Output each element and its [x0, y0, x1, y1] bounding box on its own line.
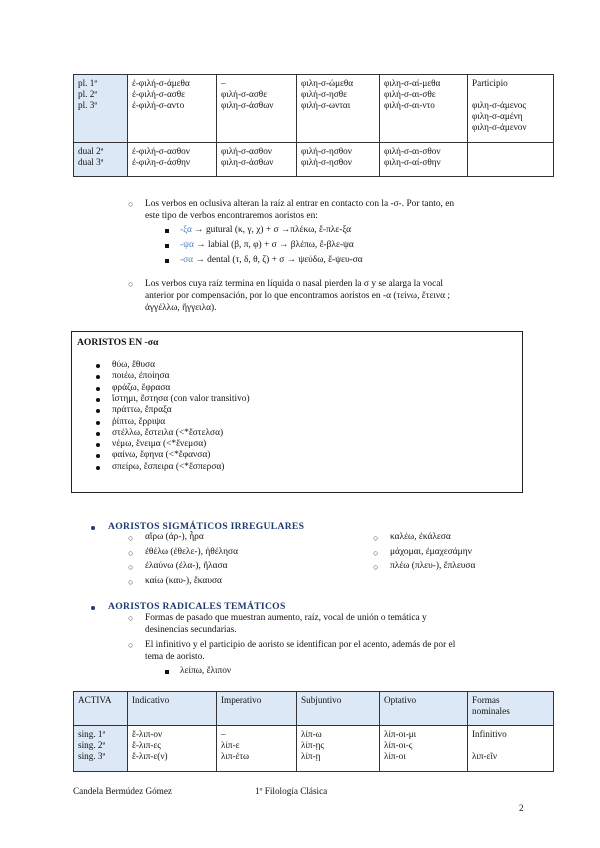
page-number: 2: [519, 803, 524, 813]
cell-indicativo-sing: ἔ-λιπ-ον ἔ-λιπ-ες ἔ-λιπ-ε(ν): [128, 726, 217, 772]
row-label-plural: pl. 1ª pl. 2ª pl. 3ª: [74, 75, 128, 143]
irregular-aorist-item: πλέω (πλευ-), ἔπλευσα: [390, 561, 476, 571]
cell-participle-plural: Participio φιλη-σ-άμενος φιλη-σ-αμένη φιλη-σ-άμενον: [468, 75, 554, 143]
header-activa: ACTIVA: [74, 692, 128, 726]
aorist-example-item: φαίνω, ἔφηνα (<*ἔφανσα): [112, 450, 211, 461]
occlusive-item: -ξα → gutural (κ, γ, χ) + σ →πλέκω, ἔ-πλε-ξα: [180, 225, 352, 235]
bullet: [96, 364, 100, 368]
hollow-bullet: ○: [128, 279, 134, 289]
aorist-example-item: ἵστημι, ἔστησα (con valor transitivo): [112, 393, 250, 404]
bullet: [96, 398, 100, 402]
aorist-example-item: ῥίπτω, ἔρριψα: [112, 416, 166, 427]
row-label-singular: sing. 1ª sing. 2ª sing. 3ª: [74, 726, 128, 772]
irregular-aorist-item: καλέω, ἐκάλεσα: [390, 532, 451, 542]
cell-optative-plural: φιλη-σ-αί-μεθα φιλή-σ-αι-σθε φιλή-σ-αι-ντο: [380, 75, 468, 143]
irregular-aorist-item: καίω (καυ-), ἔκαυσα: [145, 575, 222, 586]
occlusive-item: -ψα → labial (β, π, φ) + σ → βλέπω, ἔ-βλε-ψα: [180, 240, 354, 250]
header-optativo: Optativo: [380, 692, 468, 726]
aorist-example-item: θύω, ἔθυσα: [112, 360, 156, 370]
square-bullet: [165, 229, 169, 233]
conjugation-table-bottom: [73, 691, 554, 772]
hollow-bullet: ○: [128, 199, 134, 209]
cell-imperative-plural: – φιλή-σ-ασθε φιλη-σ-άσθων: [217, 75, 297, 143]
cell-empty-dual: [468, 143, 554, 177]
cell-optativo-sing: λίπ-οι-μι λίπ-οι-ς λίπ-οι: [380, 726, 468, 772]
hollow-bullet: ○: [128, 640, 134, 650]
aorist-example-item: ποιέω, ἐποίησα: [112, 371, 170, 382]
aorist-example-item: σπείρω, ἔσπειρα (<*ἔσπερσα): [112, 461, 225, 472]
cell-subjunctive-plural: φιλη-σ-ώμεθα φιλή-σ-ησθε φιλή-σ-ωνται: [297, 75, 380, 143]
cell-infinitivo-sing: Infinitivo λιπ-εῖν: [468, 726, 554, 772]
cell-subjunctive-dual: φιλή-σ-ησθον φιλή-σ-ησθον: [297, 143, 380, 177]
radical-paragraph-2: El infinitivo y el participio de aoristo se identifican por el acento, además de por el tema de aoristo.: [145, 640, 456, 662]
conjugation-table-top: [73, 74, 554, 177]
bullet: [96, 432, 100, 436]
bullet: [96, 466, 100, 470]
cell-indicative-plural: ἐ-φιλή-σ-άμεθα ἐ-φιλή-σ-ασθε ἐ-φιλή-σ-αντο: [128, 75, 217, 143]
sigmatic-heading: AORISTOS SIGMÁTICOS IRREGULARES: [108, 521, 305, 532]
header-imperativo: Imperativo: [217, 692, 297, 726]
footer-author: Candela Bermúdez Gómez: [73, 786, 172, 796]
hollow-bullet: ○: [128, 533, 134, 543]
cell-imperativo-sing: – λίπ-ε λιπ-έτω: [217, 726, 297, 772]
bullet: [91, 526, 95, 530]
hollow-bullet: ○: [373, 533, 379, 543]
aorist-example-item: φράζω, ἔφρασα: [112, 382, 171, 393]
aorist-example-item: πράττω, ἔπραξα: [112, 405, 172, 416]
header-indicativo: Indicativo: [128, 692, 217, 726]
hollow-bullet: ○: [128, 613, 134, 623]
irregular-aorist-item: μάχομαι, ἐμαχεσάμην: [390, 546, 472, 557]
bullet: [91, 606, 95, 610]
occlusive-item: -σα → dental (τ, δ, θ, ζ) + σ → ψεύδω, ἔ-ψευ-σα: [180, 255, 363, 265]
bullet: [96, 421, 100, 425]
hollow-bullet: ○: [128, 562, 134, 572]
radical-heading: AORISTOS RADICALES TEMÁTICOS: [108, 601, 286, 612]
cell-subjuntivo-sing: λίπ-ω λίπ-ῃς λίπ-ῃ: [297, 726, 380, 772]
cell-indicative-dual: ἐ-φιλή-σ-ασθον ἐ-φιλη-σ-άσθην: [128, 143, 217, 177]
cell-optative-dual: φιλή-σ-αι-σθον φιλη-σ-αί-σθην: [380, 143, 468, 177]
footer-course: 1º Filología Clásica: [255, 786, 328, 796]
header-subjuntivo: Subjuntivo: [297, 692, 380, 726]
cell-imperative-dual: φιλή-σ-ασθον φιλη-σ-άσθων: [217, 143, 297, 177]
irregular-aorist-item: ἐθέλω (ἐθελε-), ἠθέλησα: [145, 546, 238, 557]
liquid-paragraph: Los verbos cuya raíz termina en líquida o nasal pierden la σ y se alarga la vocal anterior por compensación, por lo que encontramos aoristos en -α (τείνω, ἔτεινα ; ἀγγέλλω, ἤγγειλα).: [145, 279, 451, 313]
radical-example: λείπω, ἔλιπον: [180, 666, 232, 676]
box-title: AORISTOS EN -σα: [77, 337, 159, 348]
hollow-bullet: ○: [128, 576, 134, 587]
square-bullet: [165, 670, 169, 674]
aorist-example-item: νέμω, ἔνειμα (<*ἔνεμσα): [112, 439, 207, 450]
square-bullet: [165, 244, 169, 248]
irregular-aorist-item: αἴρω (ἀρ-), ἦρα: [145, 532, 204, 542]
occlusive-paragraph: Los verbos en oclusiva alteran la raíz al entrar en contacto con la -σ-. Por tanto, en este tipo de verbos encontraremos aoristos en:: [145, 199, 455, 221]
radical-paragraph-1: Formas de pasado que muestran aumento, raíz, vocal de unión o temática y desinencias secundarias.: [145, 613, 427, 635]
bullet: [96, 387, 100, 391]
irregular-aorist-item: ἐλαύνω (ἐλα-), ἤλασα: [145, 561, 228, 571]
row-label-dual: dual 2ª dual 3ª: [74, 143, 128, 177]
aorist-example-item: στέλλω, ἔστειλα (<*ἔστελσα): [112, 427, 224, 438]
hollow-bullet: ○: [128, 547, 134, 558]
header-formas-nominales: Formas nominales: [468, 692, 554, 726]
square-bullet: [165, 259, 169, 263]
hollow-bullet: ○: [373, 562, 379, 572]
hollow-bullet: ○: [373, 547, 379, 558]
